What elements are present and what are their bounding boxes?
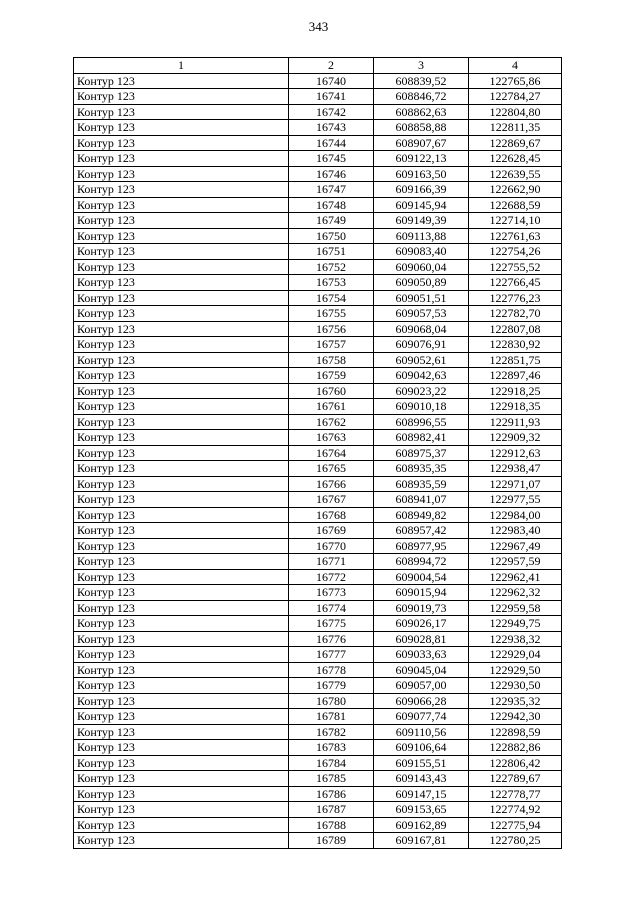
y-coordinate-cell: 122918,25 <box>469 383 562 399</box>
point-number-cell: 16756 <box>289 321 374 337</box>
y-coordinate-cell: 122935,32 <box>469 693 562 709</box>
table-row <box>74 368 562 384</box>
x-coordinate-cell: 609076,91 <box>374 337 469 353</box>
y-coordinate-cell: 122830,92 <box>469 337 562 353</box>
contour-name-cell: Контур 123 <box>74 73 289 89</box>
point-number-cell: 16746 <box>289 166 374 182</box>
y-coordinate-cell: 122929,04 <box>469 647 562 663</box>
y-coordinate-cell: 122804,80 <box>469 104 562 120</box>
y-coordinate-cell: 122688,59 <box>469 197 562 213</box>
column-header-2: 2 <box>289 58 374 74</box>
point-number-cell: 16758 <box>289 352 374 368</box>
header-row <box>74 58 562 74</box>
contour-name-cell: Контур 123 <box>74 182 289 198</box>
table-row <box>74 213 562 229</box>
point-number-cell: 16769 <box>289 523 374 539</box>
table-row <box>74 678 562 694</box>
y-coordinate-cell: 122984,00 <box>469 507 562 523</box>
contour-name-cell: Контур 123 <box>74 306 289 322</box>
y-coordinate-cell: 122909,32 <box>469 430 562 446</box>
y-coordinate-cell: 122714,10 <box>469 213 562 229</box>
contour-name-cell: Контур 123 <box>74 197 289 213</box>
table-row <box>74 833 562 849</box>
x-coordinate-cell: 609004,54 <box>374 569 469 585</box>
point-number-cell: 16774 <box>289 600 374 616</box>
y-coordinate-cell: 122639,55 <box>469 166 562 182</box>
point-number-cell: 16770 <box>289 538 374 554</box>
y-coordinate-cell: 122949,75 <box>469 616 562 632</box>
x-coordinate-cell: 609057,00 <box>374 678 469 694</box>
x-coordinate-cell: 608907,67 <box>374 135 469 151</box>
contour-name-cell: Контур 123 <box>74 693 289 709</box>
table-row <box>74 337 562 353</box>
x-coordinate-cell: 608977,95 <box>374 538 469 554</box>
y-coordinate-cell: 122942,30 <box>469 709 562 725</box>
contour-name-cell: Контур 123 <box>74 166 289 182</box>
point-number-cell: 16784 <box>289 755 374 771</box>
table-row <box>74 414 562 430</box>
x-coordinate-cell: 609019,73 <box>374 600 469 616</box>
x-coordinate-cell: 608862,63 <box>374 104 469 120</box>
point-number-cell: 16740 <box>289 73 374 89</box>
x-coordinate-cell: 609145,94 <box>374 197 469 213</box>
table-row <box>74 492 562 508</box>
y-coordinate-cell: 122766,45 <box>469 275 562 291</box>
x-coordinate-cell: 609050,89 <box>374 275 469 291</box>
y-coordinate-cell: 122929,50 <box>469 662 562 678</box>
contour-name-cell: Контур 123 <box>74 120 289 136</box>
y-coordinate-cell: 122869,67 <box>469 135 562 151</box>
point-number-cell: 16763 <box>289 430 374 446</box>
y-coordinate-cell: 122938,47 <box>469 461 562 477</box>
contour-name-cell: Контур 123 <box>74 445 289 461</box>
contour-name-cell: Контур 123 <box>74 275 289 291</box>
table-row <box>74 554 562 570</box>
contour-name-cell: Контур 123 <box>74 352 289 368</box>
table-row <box>74 352 562 368</box>
table-row <box>74 585 562 601</box>
contour-name-cell: Контур 123 <box>74 771 289 787</box>
x-coordinate-cell: 608839,52 <box>374 73 469 89</box>
point-number-cell: 16742 <box>289 104 374 120</box>
x-coordinate-cell: 609122,13 <box>374 151 469 167</box>
point-number-cell: 16787 <box>289 802 374 818</box>
contour-name-cell: Контур 123 <box>74 585 289 601</box>
contour-name-cell: Контур 123 <box>74 89 289 105</box>
point-number-cell: 16775 <box>289 616 374 632</box>
contour-name-cell: Контур 123 <box>74 244 289 260</box>
y-coordinate-cell: 122930,50 <box>469 678 562 694</box>
contour-name-cell: Контур 123 <box>74 259 289 275</box>
point-number-cell: 16778 <box>289 662 374 678</box>
point-number-cell: 16771 <box>289 554 374 570</box>
x-coordinate-cell: 609155,51 <box>374 755 469 771</box>
y-coordinate-cell: 122959,58 <box>469 600 562 616</box>
table-row <box>74 569 562 585</box>
table-row <box>74 600 562 616</box>
y-coordinate-cell: 122882,86 <box>469 740 562 756</box>
contour-name-cell: Контур 123 <box>74 678 289 694</box>
column-header-3: 3 <box>374 58 469 74</box>
contour-name-cell: Контур 123 <box>74 213 289 229</box>
point-number-cell: 16767 <box>289 492 374 508</box>
x-coordinate-cell: 609113,88 <box>374 228 469 244</box>
contour-name-cell: Контур 123 <box>74 151 289 167</box>
contour-name-cell: Контур 123 <box>74 786 289 802</box>
y-coordinate-cell: 122918,35 <box>469 399 562 415</box>
contour-name-cell: Контур 123 <box>74 414 289 430</box>
point-number-cell: 16773 <box>289 585 374 601</box>
x-coordinate-cell: 609010,18 <box>374 399 469 415</box>
y-coordinate-cell: 122897,46 <box>469 368 562 384</box>
y-coordinate-cell: 122775,94 <box>469 817 562 833</box>
contour-name-cell: Контур 123 <box>74 476 289 492</box>
contour-name-cell: Контур 123 <box>74 600 289 616</box>
x-coordinate-cell: 609066,28 <box>374 693 469 709</box>
contour-name-cell: Контур 123 <box>74 631 289 647</box>
x-coordinate-cell: 609083,40 <box>374 244 469 260</box>
table-row <box>74 104 562 120</box>
y-coordinate-cell: 122754,26 <box>469 244 562 260</box>
table-row <box>74 786 562 802</box>
table-row <box>74 166 562 182</box>
contour-name-cell: Контур 123 <box>74 523 289 539</box>
point-number-cell: 16782 <box>289 724 374 740</box>
point-number-cell: 16747 <box>289 182 374 198</box>
x-coordinate-cell: 609147,15 <box>374 786 469 802</box>
point-number-cell: 16759 <box>289 368 374 384</box>
contour-name-cell: Контур 123 <box>74 554 289 570</box>
y-coordinate-cell: 122784,27 <box>469 89 562 105</box>
contour-name-cell: Контур 123 <box>74 755 289 771</box>
point-number-cell: 16757 <box>289 337 374 353</box>
y-coordinate-cell: 122938,32 <box>469 631 562 647</box>
point-number-cell: 16788 <box>289 817 374 833</box>
y-coordinate-cell: 122780,25 <box>469 833 562 849</box>
column-header-1: 1 <box>74 58 289 74</box>
table-row <box>74 120 562 136</box>
y-coordinate-cell: 122774,92 <box>469 802 562 818</box>
contour-name-cell: Контур 123 <box>74 399 289 415</box>
y-coordinate-cell: 122782,70 <box>469 306 562 322</box>
y-coordinate-cell: 122957,59 <box>469 554 562 570</box>
point-number-cell: 16789 <box>289 833 374 849</box>
table-header <box>74 58 562 74</box>
contour-name-cell: Контур 123 <box>74 430 289 446</box>
table-row <box>74 244 562 260</box>
table-row <box>74 321 562 337</box>
contour-name-cell: Контур 123 <box>74 616 289 632</box>
x-coordinate-cell: 609023,22 <box>374 383 469 399</box>
x-coordinate-cell: 609028,81 <box>374 631 469 647</box>
y-coordinate-cell: 122761,63 <box>469 228 562 244</box>
table-row <box>74 740 562 756</box>
contour-name-cell: Контур 123 <box>74 709 289 725</box>
contour-name-cell: Контур 123 <box>74 104 289 120</box>
y-coordinate-cell: 122983,40 <box>469 523 562 539</box>
x-coordinate-cell: 608996,55 <box>374 414 469 430</box>
table-row <box>74 430 562 446</box>
y-coordinate-cell: 122765,86 <box>469 73 562 89</box>
point-number-cell: 16743 <box>289 120 374 136</box>
y-coordinate-cell: 122806,42 <box>469 755 562 771</box>
x-coordinate-cell: 608941,07 <box>374 492 469 508</box>
y-coordinate-cell: 122962,32 <box>469 585 562 601</box>
point-number-cell: 16761 <box>289 399 374 415</box>
table-row <box>74 306 562 322</box>
point-number-cell: 16752 <box>289 259 374 275</box>
point-number-cell: 16786 <box>289 786 374 802</box>
y-coordinate-cell: 122967,49 <box>469 538 562 554</box>
table-row <box>74 383 562 399</box>
table-body <box>74 73 562 848</box>
contour-name-cell: Контур 123 <box>74 135 289 151</box>
contour-name-cell: Контур 123 <box>74 569 289 585</box>
table-row <box>74 228 562 244</box>
page-number: 343 <box>308 19 329 34</box>
point-number-cell: 16755 <box>289 306 374 322</box>
table-row <box>74 817 562 833</box>
point-number-cell: 16768 <box>289 507 374 523</box>
coordinates-table <box>73 57 562 849</box>
contour-name-cell: Контур 123 <box>74 662 289 678</box>
table-row <box>74 290 562 306</box>
table-row <box>74 724 562 740</box>
table-row <box>74 647 562 663</box>
x-coordinate-cell: 608982,41 <box>374 430 469 446</box>
x-coordinate-cell: 609149,39 <box>374 213 469 229</box>
contour-name-cell: Контур 123 <box>74 383 289 399</box>
x-coordinate-cell: 609162,89 <box>374 817 469 833</box>
point-number-cell: 16783 <box>289 740 374 756</box>
point-number-cell: 16766 <box>289 476 374 492</box>
y-coordinate-cell: 122789,67 <box>469 771 562 787</box>
table-row <box>74 476 562 492</box>
contour-name-cell: Контур 123 <box>74 228 289 244</box>
table-row <box>74 662 562 678</box>
x-coordinate-cell: 608957,42 <box>374 523 469 539</box>
table-row <box>74 802 562 818</box>
point-number-cell: 16748 <box>289 197 374 213</box>
table-row <box>74 445 562 461</box>
column-header-4: 4 <box>469 58 562 74</box>
x-coordinate-cell: 608935,35 <box>374 461 469 477</box>
table-row <box>74 259 562 275</box>
y-coordinate-cell: 122662,90 <box>469 182 562 198</box>
table-row <box>74 507 562 523</box>
x-coordinate-cell: 609153,65 <box>374 802 469 818</box>
table-row <box>74 538 562 554</box>
y-coordinate-cell: 122962,41 <box>469 569 562 585</box>
y-coordinate-cell: 122898,59 <box>469 724 562 740</box>
x-coordinate-cell: 609077,74 <box>374 709 469 725</box>
contour-name-cell: Контур 123 <box>74 724 289 740</box>
x-coordinate-cell: 609163,50 <box>374 166 469 182</box>
contour-name-cell: Контур 123 <box>74 833 289 849</box>
point-number-cell: 16776 <box>289 631 374 647</box>
x-coordinate-cell: 609060,04 <box>374 259 469 275</box>
x-coordinate-cell: 608994,72 <box>374 554 469 570</box>
y-coordinate-cell: 122778,77 <box>469 786 562 802</box>
table-row <box>74 399 562 415</box>
contour-name-cell: Контур 123 <box>74 538 289 554</box>
y-coordinate-cell: 122628,45 <box>469 151 562 167</box>
table-row <box>74 693 562 709</box>
x-coordinate-cell: 609033,63 <box>374 647 469 663</box>
table-row <box>74 89 562 105</box>
point-number-cell: 16762 <box>289 414 374 430</box>
y-coordinate-cell: 122811,35 <box>469 120 562 136</box>
point-number-cell: 16765 <box>289 461 374 477</box>
y-coordinate-cell: 122755,52 <box>469 259 562 275</box>
contour-name-cell: Контур 123 <box>74 461 289 477</box>
y-coordinate-cell: 122851,75 <box>469 352 562 368</box>
x-coordinate-cell: 609045,04 <box>374 662 469 678</box>
table-row <box>74 461 562 477</box>
y-coordinate-cell: 122807,08 <box>469 321 562 337</box>
contour-name-cell: Контур 123 <box>74 290 289 306</box>
table-row <box>74 73 562 89</box>
point-number-cell: 16754 <box>289 290 374 306</box>
x-coordinate-cell: 608846,72 <box>374 89 469 105</box>
x-coordinate-cell: 608975,37 <box>374 445 469 461</box>
x-coordinate-cell: 609143,43 <box>374 771 469 787</box>
point-number-cell: 16779 <box>289 678 374 694</box>
table-row <box>74 771 562 787</box>
x-coordinate-cell: 609057,53 <box>374 306 469 322</box>
x-coordinate-cell: 609051,51 <box>374 290 469 306</box>
table-row <box>74 631 562 647</box>
table-row <box>74 523 562 539</box>
table-row <box>74 275 562 291</box>
contour-name-cell: Контур 123 <box>74 507 289 523</box>
y-coordinate-cell: 122911,93 <box>469 414 562 430</box>
contour-name-cell: Контур 123 <box>74 492 289 508</box>
point-number-cell: 16751 <box>289 244 374 260</box>
contour-name-cell: Контур 123 <box>74 337 289 353</box>
contour-name-cell: Контур 123 <box>74 740 289 756</box>
x-coordinate-cell: 609026,17 <box>374 616 469 632</box>
x-coordinate-cell: 609068,04 <box>374 321 469 337</box>
y-coordinate-cell: 122977,55 <box>469 492 562 508</box>
contour-name-cell: Контур 123 <box>74 368 289 384</box>
point-number-cell: 16780 <box>289 693 374 709</box>
y-coordinate-cell: 122912,63 <box>469 445 562 461</box>
table-row <box>74 151 562 167</box>
point-number-cell: 16764 <box>289 445 374 461</box>
table-row <box>74 616 562 632</box>
x-coordinate-cell: 609166,39 <box>374 182 469 198</box>
point-number-cell: 16760 <box>289 383 374 399</box>
contour-name-cell: Контур 123 <box>74 647 289 663</box>
x-coordinate-cell: 609106,64 <box>374 740 469 756</box>
x-coordinate-cell: 609015,94 <box>374 585 469 601</box>
table-row <box>74 182 562 198</box>
point-number-cell: 16741 <box>289 89 374 105</box>
point-number-cell: 16777 <box>289 647 374 663</box>
x-coordinate-cell: 609110,56 <box>374 724 469 740</box>
table-row <box>74 755 562 771</box>
point-number-cell: 16749 <box>289 213 374 229</box>
contour-name-cell: Контур 123 <box>74 321 289 337</box>
x-coordinate-cell: 608935,59 <box>374 476 469 492</box>
point-number-cell: 16753 <box>289 275 374 291</box>
point-number-cell: 16772 <box>289 569 374 585</box>
table-row <box>74 709 562 725</box>
table-row <box>74 135 562 151</box>
table-row <box>74 197 562 213</box>
point-number-cell: 16781 <box>289 709 374 725</box>
x-coordinate-cell: 608949,82 <box>374 507 469 523</box>
point-number-cell: 16785 <box>289 771 374 787</box>
x-coordinate-cell: 609052,61 <box>374 352 469 368</box>
y-coordinate-cell: 122971,07 <box>469 476 562 492</box>
point-number-cell: 16750 <box>289 228 374 244</box>
x-coordinate-cell: 609042,63 <box>374 368 469 384</box>
point-number-cell: 16744 <box>289 135 374 151</box>
y-coordinate-cell: 122776,23 <box>469 290 562 306</box>
point-number-cell: 16745 <box>289 151 374 167</box>
contour-name-cell: Контур 123 <box>74 802 289 818</box>
x-coordinate-cell: 609167,81 <box>374 833 469 849</box>
contour-name-cell: Контур 123 <box>74 817 289 833</box>
x-coordinate-cell: 608858,88 <box>374 120 469 136</box>
